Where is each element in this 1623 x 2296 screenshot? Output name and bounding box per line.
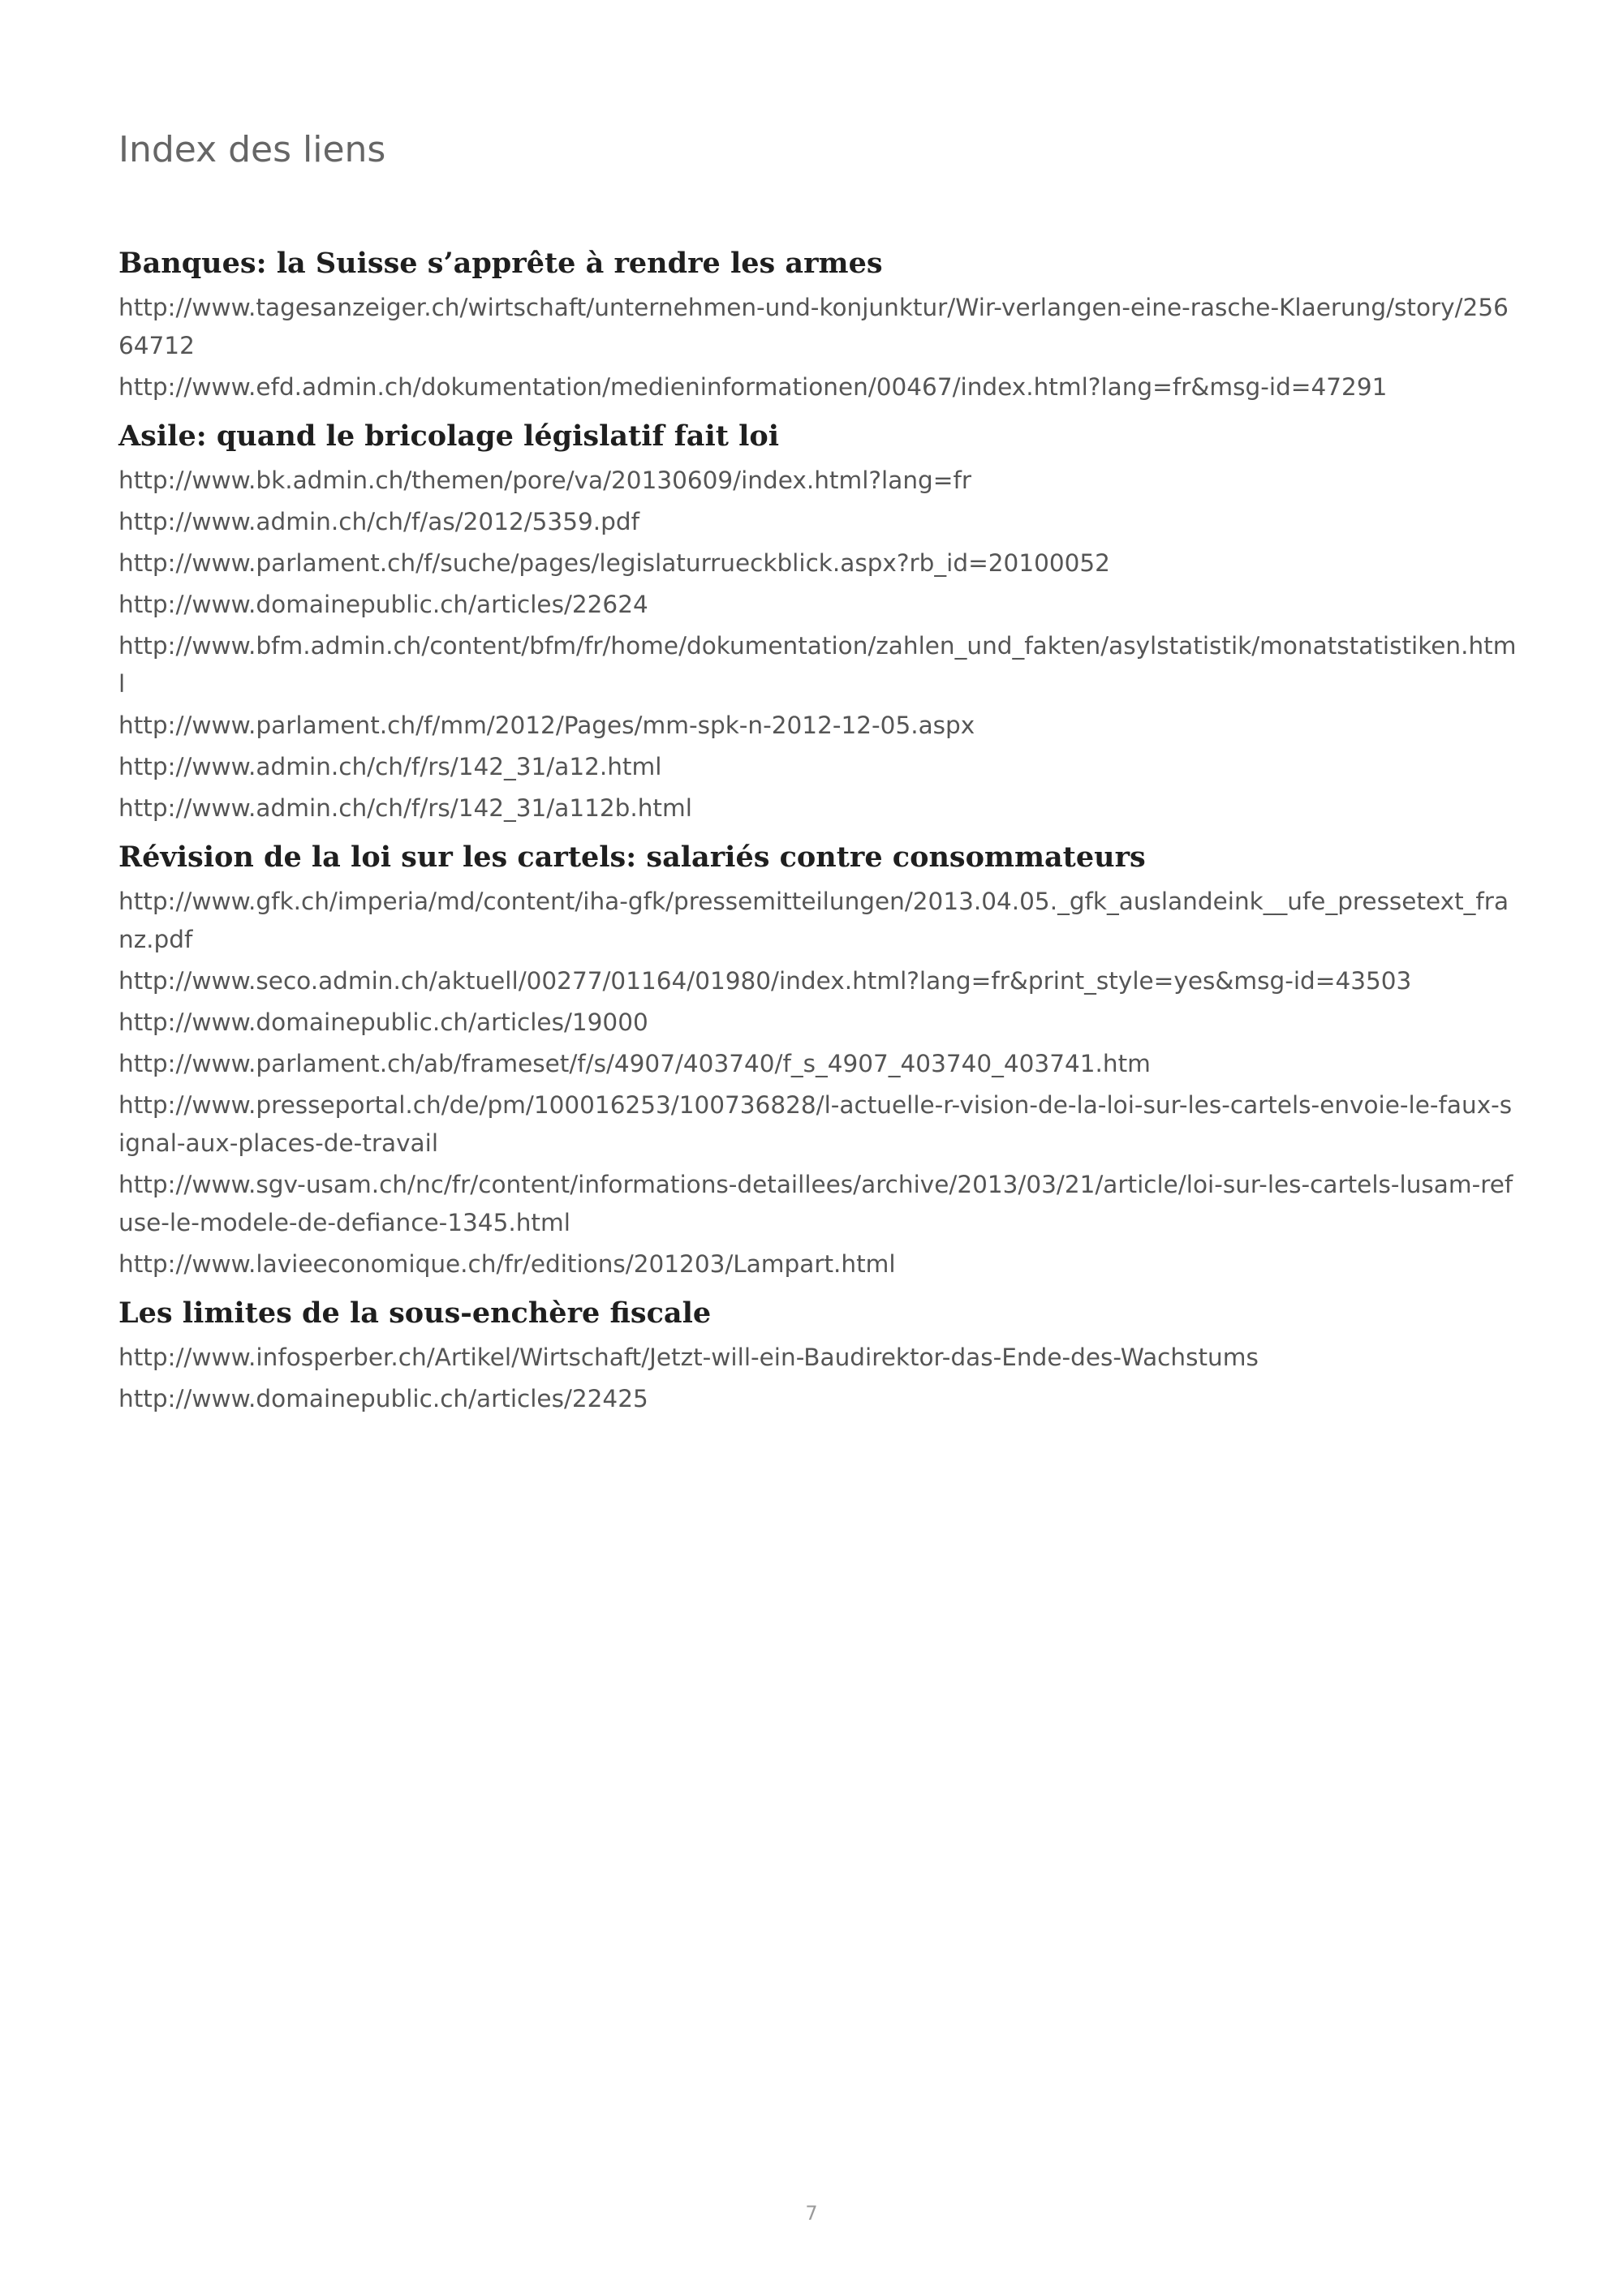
link-section bbox=[118, 1293, 1518, 1418]
link-item[interactable]: http://www.domainepublic.ch/articles/22425 bbox=[118, 1385, 648, 1412]
link-item[interactable]: http://www.efd.admin.ch/dokumentation/medieninformationen/00467/index.html?lang=fr&msg-id=47291 bbox=[118, 373, 1388, 401]
link-section bbox=[118, 416, 1518, 828]
link-list bbox=[118, 883, 1518, 1283]
link-section bbox=[118, 837, 1518, 1283]
page-title: Index des liens bbox=[118, 129, 386, 170]
link-item[interactable]: http://www.parlament.ch/f/mm/2012/Pages/mm-spk-n-2012-12-05.aspx bbox=[118, 712, 975, 739]
section-title: Asile: quand le bricolage législatif fait loi bbox=[118, 419, 780, 453]
link-item[interactable]: http://www.gfk.ch/imperia/md/content/iha-gfk/pressemitteilungen/2013.04.05._gfk_auslandeink__ufe_pressetext_franz.pdf bbox=[118, 888, 1509, 953]
link-item[interactable]: http://www.lavieeconomique.ch/fr/editions/201203/Lampart.html bbox=[118, 1250, 896, 1278]
link-item[interactable]: http://www.tagesanzeiger.ch/wirtschaft/unternehmen-und-konjunktur/Wir-verlangen-eine-rasche-Klaerung/story/25664712 bbox=[118, 294, 1509, 359]
link-index bbox=[118, 243, 1518, 1428]
link-item[interactable]: http://www.seco.admin.ch/aktuell/00277/01164/01980/index.html?lang=fr&print_style=yes&msg-id=43503 bbox=[118, 967, 1412, 995]
link-section bbox=[118, 243, 1518, 406]
section-title: Révision de la loi sur les cartels: salariés contre consommateurs bbox=[118, 841, 1146, 874]
link-item[interactable]: http://www.domainepublic.ch/articles/19000 bbox=[118, 1008, 648, 1036]
page-number: 7 bbox=[805, 2202, 818, 2225]
link-item[interactable]: http://www.sgv-usam.ch/nc/fr/content/informations-detaillees/archive/2013/03/21/article/loi-sur-les-cartels-lusam-refuse-le-modele-de-defiance-1345.html bbox=[118, 1171, 1513, 1236]
link-item[interactable]: http://www.bfm.admin.ch/content/bfm/fr/home/dokumentation/zahlen_und_fakten/asylstatistik/monatstatistiken.html bbox=[118, 632, 1517, 698]
section-title: Banques: la Suisse s’apprête à rendre les armes bbox=[118, 247, 883, 280]
link-item[interactable]: http://www.presseportal.ch/de/pm/100016253/100736828/l-actuelle-r-vision-de-la-loi-sur-les-cartels-envoie-le-faux-signal-aux-places-de-travail bbox=[118, 1091, 1513, 1157]
link-item[interactable]: http://www.admin.ch/ch/f/rs/142_31/a12.html bbox=[118, 753, 662, 780]
link-item[interactable]: http://www.parlament.ch/ab/frameset/f/s/4907/403740/f_s_4907_403740_403741.htm bbox=[118, 1050, 1151, 1077]
link-list bbox=[118, 462, 1518, 828]
link-item[interactable]: http://www.admin.ch/ch/f/as/2012/5359.pdf bbox=[118, 508, 639, 535]
link-item[interactable]: http://www.infosperber.ch/Artikel/Wirtschaft/Jetzt-will-ein-Baudirektor-das-Ende-des-Wachstums bbox=[118, 1344, 1259, 1371]
link-item[interactable]: http://www.domainepublic.ch/articles/22624 bbox=[118, 591, 648, 618]
link-item[interactable]: http://www.admin.ch/ch/f/rs/142_31/a112b.html bbox=[118, 794, 692, 822]
section-title: Les limites de la sous-enchère fiscale bbox=[118, 1296, 712, 1330]
link-list bbox=[118, 289, 1518, 406]
link-list bbox=[118, 1339, 1518, 1418]
link-item[interactable]: http://www.parlament.ch/f/suche/pages/legislaturrueckblick.aspx?rb_id=20100052 bbox=[118, 549, 1110, 577]
link-item[interactable]: http://www.bk.admin.ch/themen/pore/va/20130609/index.html?lang=fr bbox=[118, 467, 971, 494]
